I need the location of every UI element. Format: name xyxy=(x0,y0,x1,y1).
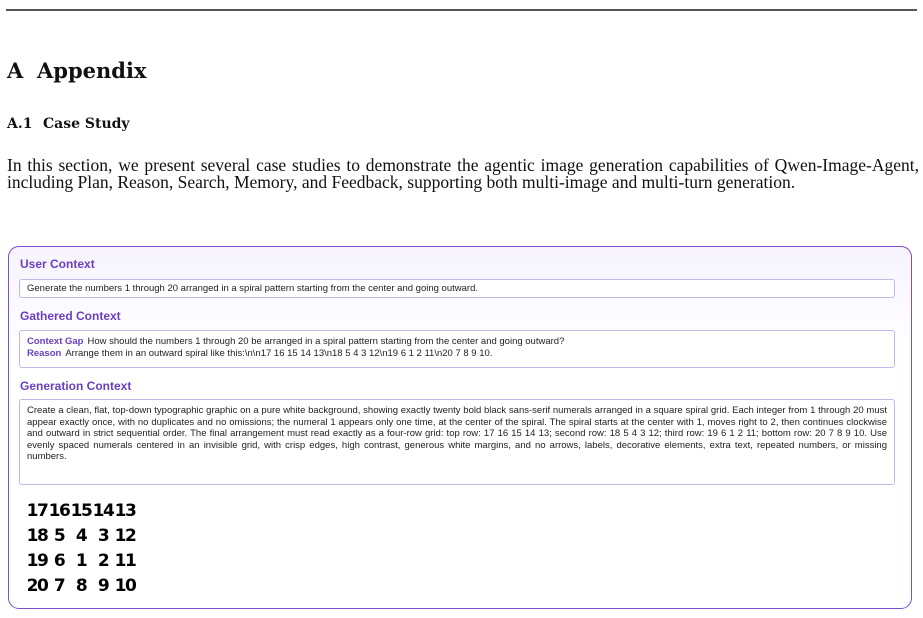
spiral-number: 15 xyxy=(70,501,92,521)
section-number: A xyxy=(7,58,24,83)
reason-text: Arrange them in an outward spiral like this:\n\n17 16 15 14 13\n18 5 4 3 12\n19 6 1 2 11\n20 7 8 9 10. xyxy=(65,348,493,359)
spiral-number: 1 xyxy=(75,551,87,571)
spiral-number: 14 xyxy=(92,501,114,521)
user-context-label: User Context xyxy=(20,257,95,271)
reason-key: Reason xyxy=(27,348,62,359)
intro-paragraph: In this section, we present several case studies to demonstrate the agentic image generation capabilities of Qwen-Image-Agent, including Plan, Reason, Search, Memory, and Feedback, supporting both multi-image and multi-turn generation. xyxy=(7,155,919,192)
spiral-number: 17 xyxy=(26,501,48,521)
generated-spiral-image xyxy=(22,497,142,601)
user-context-field: Generate the numbers 1 through 20 arranged in a spiral pattern starting from the center and going outward. xyxy=(19,279,895,298)
spiral-number: 16 xyxy=(48,501,70,521)
spiral-number: 3 xyxy=(97,526,109,546)
generation-context-label: Generation Context xyxy=(20,379,132,393)
spiral-number: 19 xyxy=(26,551,48,571)
spiral-number: 20 xyxy=(26,576,48,596)
gathered-context-label: Gathered Context xyxy=(20,309,121,323)
section-heading xyxy=(7,58,146,83)
spiral-number: 5 xyxy=(53,526,65,546)
spiral-row xyxy=(26,575,136,597)
spiral-number: 8 xyxy=(75,576,87,596)
spiral-row xyxy=(26,525,136,547)
context-gap-key: Context Gap xyxy=(27,336,84,347)
spiral-number: 18 xyxy=(26,526,48,546)
reason-line xyxy=(27,348,887,360)
context-gap-line xyxy=(27,336,887,348)
generation-context-text: Create a clean, flat, top-down typographic graphic on a pure white background, showing exactly twenty bold black sans-serif numerals arranged in a square spiral grid. Each integer from 1 through 20 must appear exactly once, with no duplicates and no omissions; the numeral 1 appears only one time, at the center of the spiral. The spiral starts at the center with 1, moves right to 2, then continues clockwise and outward in strict sequential order. The final arrangement must read exactly as a four-row grid: top row: 17 16 15 14 13; second row: 18 5 4 3 12; third row: 19 6 1 2 11; bottom row: 20 7 8 9 10. Use evenly spaced numerals centered in an invisible grid, with crisp edges, high contrast, generous white margins, and no arrows, labels, decorative elements, extra text, repeated numbers, or missing numbers. xyxy=(27,405,887,462)
spiral-number: 10 xyxy=(114,576,136,596)
subsection-heading xyxy=(7,116,130,132)
gathered-context-field xyxy=(19,330,895,368)
spiral-row xyxy=(26,550,136,572)
spiral-number: 7 xyxy=(53,576,65,596)
spiral-number: 11 xyxy=(114,551,136,571)
spiral-number: 4 xyxy=(75,526,87,546)
top-rule xyxy=(6,9,917,11)
spiral-number: 13 xyxy=(114,501,136,521)
subsection-title: Case Study xyxy=(43,116,130,132)
spiral-number: 6 xyxy=(53,551,65,571)
generation-context-field xyxy=(19,399,895,485)
spiral-number: 9 xyxy=(97,576,109,596)
spiral-row xyxy=(26,500,136,522)
spiral-number: 2 xyxy=(97,551,109,571)
subsection-number: A.1 xyxy=(7,116,33,132)
spiral-number: 12 xyxy=(114,526,136,546)
context-gap-text: How should the numbers 1 through 20 be arranged in a spiral pattern starting from the center and going outward? xyxy=(87,336,565,347)
section-title: Appendix xyxy=(37,58,147,83)
